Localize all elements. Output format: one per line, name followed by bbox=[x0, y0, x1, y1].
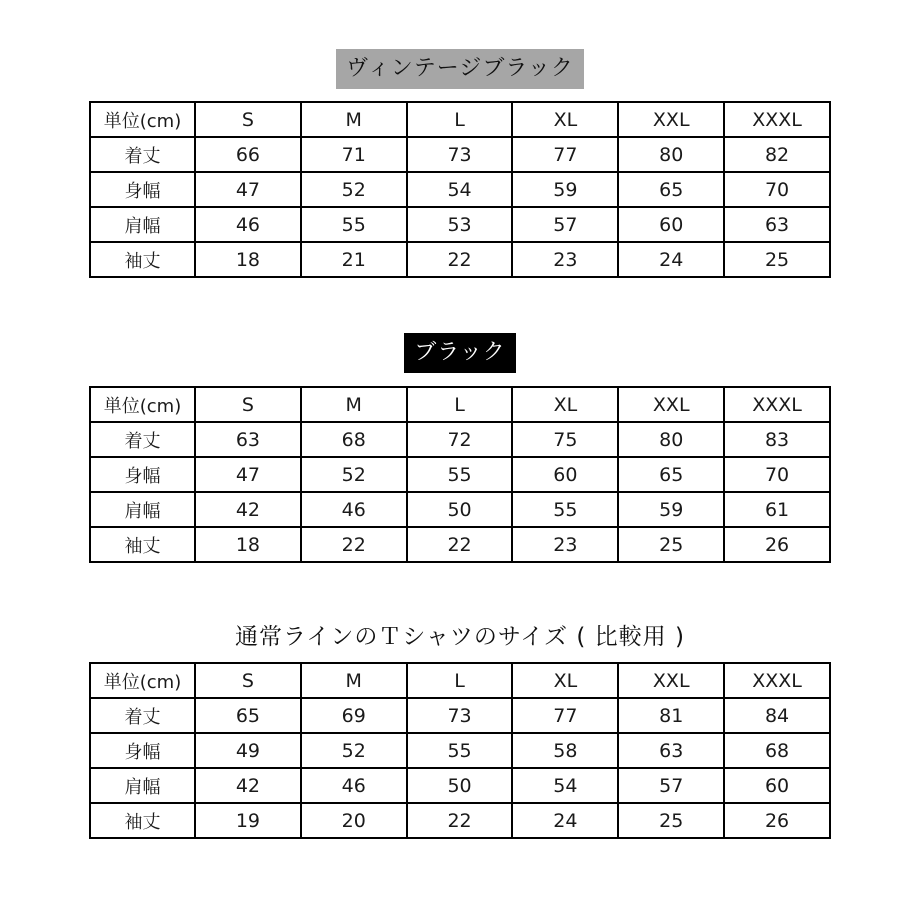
measurement-value-cell: 55 bbox=[301, 207, 407, 242]
measurement-value-cell: 22 bbox=[407, 242, 513, 277]
measurement-value-cell: 63 bbox=[618, 733, 724, 768]
measurement-label-cell: 身幅 bbox=[90, 733, 195, 768]
measurement-value-cell: 66 bbox=[195, 137, 301, 172]
table-row bbox=[90, 492, 830, 527]
unit-header-cell: 単位(cm) bbox=[90, 387, 195, 422]
measurement-value-cell: 77 bbox=[512, 137, 618, 172]
measurement-value-cell: 63 bbox=[724, 207, 830, 242]
measurement-value-cell: 54 bbox=[407, 172, 513, 207]
measurement-value-cell: 52 bbox=[301, 172, 407, 207]
measurement-value-cell: 65 bbox=[195, 698, 301, 733]
measurement-value-cell: 57 bbox=[512, 207, 618, 242]
unit-header-cell: 単位(cm) bbox=[90, 663, 195, 698]
measurement-value-cell: 22 bbox=[301, 527, 407, 562]
measurement-value-cell: 24 bbox=[618, 242, 724, 277]
table-row bbox=[90, 422, 830, 457]
measurement-value-cell: 83 bbox=[724, 422, 830, 457]
measurement-value-cell: 46 bbox=[301, 768, 407, 803]
size-header-cell: M bbox=[301, 102, 407, 137]
size-header-cell: M bbox=[301, 387, 407, 422]
measurement-value-cell: 70 bbox=[724, 457, 830, 492]
regular-tshirt-title: 通常ラインのＴシャツのサイズ ( 比較用 ) bbox=[235, 624, 685, 650]
measurement-value-cell: 25 bbox=[724, 242, 830, 277]
size-header-cell: L bbox=[407, 663, 513, 698]
size-header-cell: S bbox=[195, 102, 301, 137]
measurement-value-cell: 65 bbox=[618, 457, 724, 492]
size-header-cell: XL bbox=[512, 387, 618, 422]
measurement-value-cell: 69 bbox=[301, 698, 407, 733]
table-row bbox=[90, 207, 830, 242]
measurement-value-cell: 23 bbox=[512, 527, 618, 562]
measurement-value-cell: 53 bbox=[407, 207, 513, 242]
measurement-value-cell: 68 bbox=[724, 733, 830, 768]
measurement-value-cell: 23 bbox=[512, 242, 618, 277]
measurement-label-cell: 肩幅 bbox=[90, 768, 195, 803]
regular-tshirt-size-table bbox=[89, 662, 831, 839]
measurement-value-cell: 59 bbox=[512, 172, 618, 207]
measurement-value-cell: 19 bbox=[195, 803, 301, 838]
measurement-value-cell: 73 bbox=[407, 698, 513, 733]
measurement-value-cell: 77 bbox=[512, 698, 618, 733]
measurement-value-cell: 22 bbox=[407, 527, 513, 562]
measurement-value-cell: 18 bbox=[195, 242, 301, 277]
measurement-value-cell: 70 bbox=[724, 172, 830, 207]
measurement-value-cell: 57 bbox=[618, 768, 724, 803]
size-header-cell: XXXL bbox=[724, 387, 830, 422]
measurement-value-cell: 46 bbox=[301, 492, 407, 527]
size-header-cell: XXXL bbox=[724, 102, 830, 137]
measurement-value-cell: 63 bbox=[195, 422, 301, 457]
measurement-value-cell: 47 bbox=[195, 457, 301, 492]
table-row bbox=[90, 803, 830, 838]
black-title: ブラック bbox=[404, 333, 516, 373]
measurement-value-cell: 81 bbox=[618, 698, 724, 733]
measurement-value-cell: 65 bbox=[618, 172, 724, 207]
measurement-value-cell: 42 bbox=[195, 768, 301, 803]
vintage-black-size-table bbox=[89, 101, 831, 278]
unit-header-cell: 単位(cm) bbox=[90, 102, 195, 137]
measurement-value-cell: 84 bbox=[724, 698, 830, 733]
size-header-cell: L bbox=[407, 102, 513, 137]
size-header-cell: XL bbox=[512, 663, 618, 698]
measurement-value-cell: 82 bbox=[724, 137, 830, 172]
size-header-cell: M bbox=[301, 663, 407, 698]
table-row bbox=[90, 527, 830, 562]
measurement-value-cell: 80 bbox=[618, 422, 724, 457]
measurement-value-cell: 75 bbox=[512, 422, 618, 457]
measurement-value-cell: 80 bbox=[618, 137, 724, 172]
measurement-value-cell: 50 bbox=[407, 768, 513, 803]
measurement-label-cell: 着丈 bbox=[90, 422, 195, 457]
black-size-table bbox=[89, 386, 831, 563]
measurement-value-cell: 47 bbox=[195, 172, 301, 207]
measurement-value-cell: 52 bbox=[301, 457, 407, 492]
table-row bbox=[90, 242, 830, 277]
measurement-label-cell: 着丈 bbox=[90, 698, 195, 733]
measurement-value-cell: 61 bbox=[724, 492, 830, 527]
table-row bbox=[90, 457, 830, 492]
measurement-value-cell: 25 bbox=[618, 527, 724, 562]
measurement-label-cell: 着丈 bbox=[90, 137, 195, 172]
measurement-value-cell: 55 bbox=[512, 492, 618, 527]
table-row bbox=[90, 698, 830, 733]
measurement-value-cell: 60 bbox=[618, 207, 724, 242]
measurement-value-cell: 22 bbox=[407, 803, 513, 838]
size-header-cell: S bbox=[195, 387, 301, 422]
measurement-value-cell: 52 bbox=[301, 733, 407, 768]
size-header-cell: XXL bbox=[618, 387, 724, 422]
size-header-cell: XXL bbox=[618, 663, 724, 698]
table-row bbox=[90, 733, 830, 768]
measurement-value-cell: 25 bbox=[618, 803, 724, 838]
measurement-value-cell: 72 bbox=[407, 422, 513, 457]
measurement-value-cell: 49 bbox=[195, 733, 301, 768]
measurement-label-cell: 肩幅 bbox=[90, 492, 195, 527]
vintage-black-title: ヴィンテージブラック bbox=[336, 49, 584, 89]
size-header-cell: XL bbox=[512, 102, 618, 137]
size-header-cell: L bbox=[407, 387, 513, 422]
size-header-cell: S bbox=[195, 663, 301, 698]
table-row bbox=[90, 768, 830, 803]
measurement-value-cell: 21 bbox=[301, 242, 407, 277]
table-row bbox=[90, 137, 830, 172]
size-header-cell: XXXL bbox=[724, 663, 830, 698]
header-row bbox=[90, 102, 830, 137]
measurement-value-cell: 60 bbox=[512, 457, 618, 492]
measurement-label-cell: 身幅 bbox=[90, 457, 195, 492]
measurement-value-cell: 73 bbox=[407, 137, 513, 172]
measurement-value-cell: 26 bbox=[724, 527, 830, 562]
measurement-label-cell: 肩幅 bbox=[90, 207, 195, 242]
regular-tshirt-title-wrap bbox=[0, 617, 920, 657]
measurement-value-cell: 20 bbox=[301, 803, 407, 838]
measurement-value-cell: 55 bbox=[407, 457, 513, 492]
measurement-label-cell: 身幅 bbox=[90, 172, 195, 207]
measurement-value-cell: 50 bbox=[407, 492, 513, 527]
measurement-value-cell: 46 bbox=[195, 207, 301, 242]
table-row bbox=[90, 172, 830, 207]
measurement-value-cell: 24 bbox=[512, 803, 618, 838]
measurement-value-cell: 18 bbox=[195, 527, 301, 562]
black-title-wrap bbox=[0, 333, 920, 373]
measurement-value-cell: 59 bbox=[618, 492, 724, 527]
measurement-value-cell: 60 bbox=[724, 768, 830, 803]
measurement-value-cell: 71 bbox=[301, 137, 407, 172]
measurement-value-cell: 26 bbox=[724, 803, 830, 838]
measurement-value-cell: 54 bbox=[512, 768, 618, 803]
measurement-value-cell: 42 bbox=[195, 492, 301, 527]
measurement-label-cell: 袖丈 bbox=[90, 527, 195, 562]
measurement-value-cell: 55 bbox=[407, 733, 513, 768]
measurement-label-cell: 袖丈 bbox=[90, 803, 195, 838]
header-row bbox=[90, 663, 830, 698]
header-row bbox=[90, 387, 830, 422]
measurement-value-cell: 68 bbox=[301, 422, 407, 457]
measurement-label-cell: 袖丈 bbox=[90, 242, 195, 277]
vintage-black-title-wrap bbox=[0, 49, 920, 89]
size-header-cell: XXL bbox=[618, 102, 724, 137]
measurement-value-cell: 58 bbox=[512, 733, 618, 768]
